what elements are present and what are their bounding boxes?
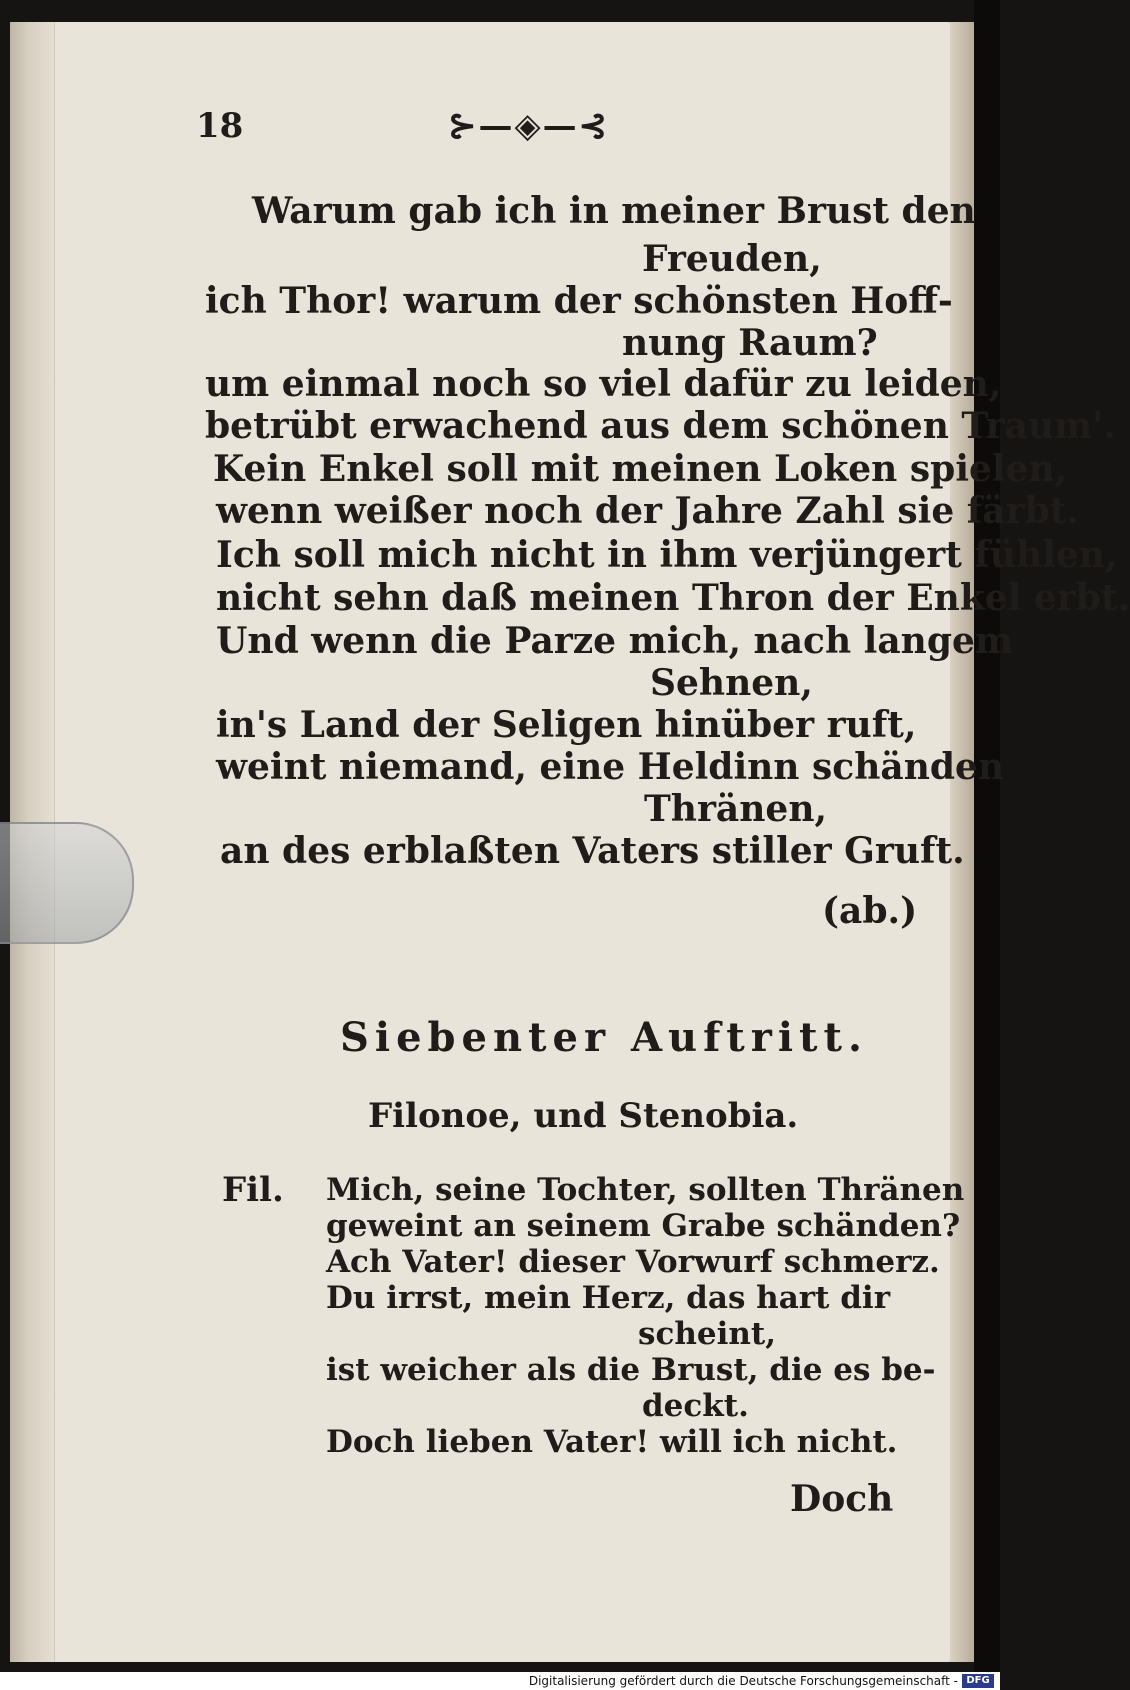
- catchword: Doch: [790, 1478, 894, 1520]
- verse-line: Und wenn die Parze mich, nach langem: [216, 620, 1014, 662]
- dialogue-line: geweint an seinem Grabe schänden?: [326, 1208, 961, 1244]
- scene-heading: Siebenter Auftritt.: [340, 1014, 868, 1061]
- dialogue-line: ist weicher als die Brust, die es be-: [326, 1352, 936, 1388]
- verse-line: in's Land der Seligen hinüber ruft,: [216, 704, 917, 746]
- footer-credit: Digitalisierung gefördert durch die Deutsche Forschungsgemeinschaft -: [528, 1674, 958, 1688]
- stage-direction-exit: (ab.): [822, 890, 918, 932]
- verse-line: nicht sehn daß meinen Thron der Enkel erbt.: [216, 577, 1130, 619]
- dfg-logo: DFG: [962, 1674, 994, 1688]
- footer-bar: [0, 1672, 1000, 1690]
- speaker-label: Fil.: [222, 1170, 284, 1210]
- background-right-edge: [974, 0, 1000, 1690]
- verse-line: weint niemand, eine Heldinn schänden: [216, 746, 1005, 788]
- page-clip: [0, 822, 134, 944]
- verse-line: an des erblaßten Vaters stiller Gruft.: [220, 830, 965, 872]
- verse-line: Thränen,: [644, 788, 828, 830]
- dialogue-line: Du irrst, mein Herz, das hart dir: [326, 1280, 891, 1316]
- header-ornament: ⊱—◈—⊰: [448, 106, 610, 146]
- scene-characters: Filonoe, und Stenobia.: [368, 1096, 799, 1136]
- verse-line: Ich soll mich nicht in ihm verjüngert fühlen,: [216, 534, 1118, 576]
- verse-line: betrübt erwachend aus dem schönen Traum'.: [205, 405, 1116, 447]
- dialogue-line: Ach Vater! dieser Vorwurf schmerz.: [326, 1244, 940, 1280]
- page-number: 18: [196, 106, 244, 146]
- verse-line: Kein Enkel soll mit meinen Loken spielen,: [213, 448, 1068, 490]
- verse-line: Freuden,: [642, 238, 822, 280]
- dialogue-line: deckt.: [642, 1388, 749, 1424]
- verse-line: wenn weißer noch der Jahre Zahl sie färbt.: [216, 490, 1079, 532]
- verse-line: Sehnen,: [650, 662, 813, 704]
- verse-line: ich Thor! warum der schönsten Hoff-: [205, 280, 953, 322]
- dialogue-line: Doch lieben Vater! will ich nicht.: [326, 1424, 898, 1460]
- dialogue-line: scheint,: [638, 1316, 777, 1352]
- verse-line: Warum gab ich in meiner Brust den: [252, 190, 976, 232]
- dialogue-line: Mich, seine Tochter, sollten Thränen: [326, 1172, 965, 1208]
- verse-line: nung Raum?: [622, 322, 878, 364]
- verse-line: um einmal noch so viel dafür zu leiden,: [205, 363, 1002, 405]
